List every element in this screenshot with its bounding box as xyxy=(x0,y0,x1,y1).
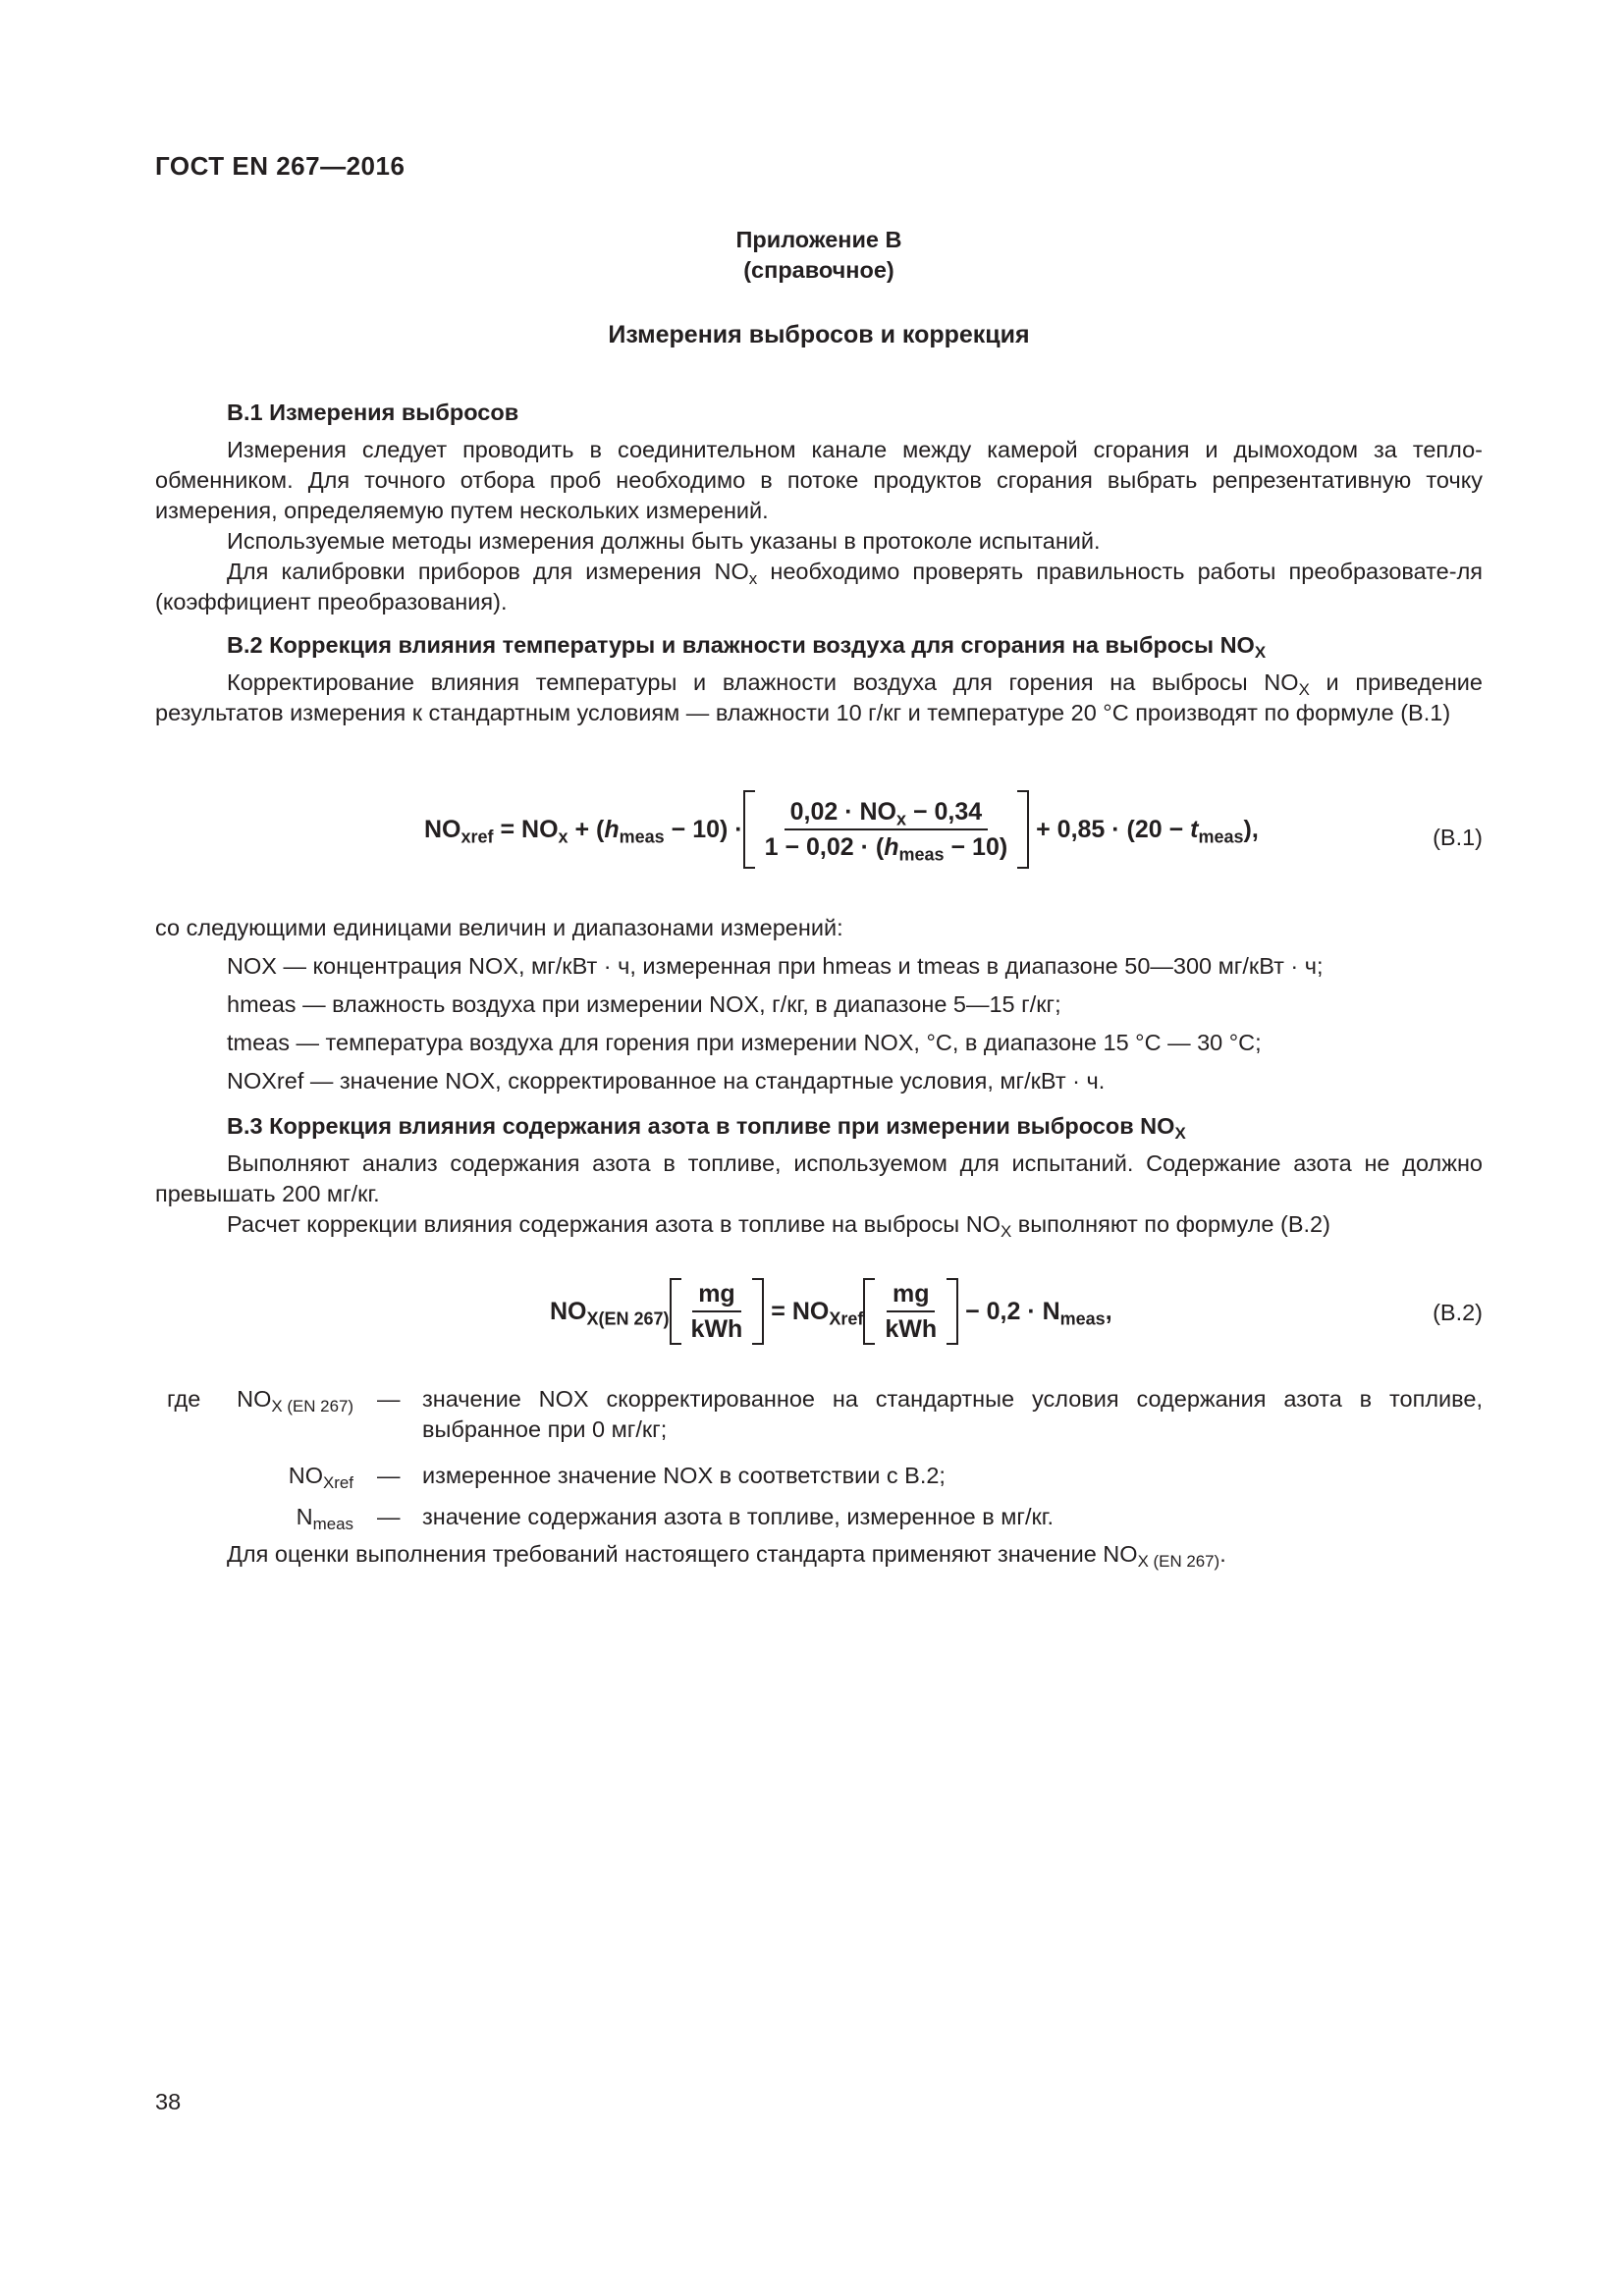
term-nox-en267: $NO_{X (EN 267)}$ xyxy=(237,1386,353,1416)
definition-hmeas: hmeas — влажность воздуха при измерении NOX, г/кг, в диапазоне 5—15 г/кг; xyxy=(227,991,1061,1017)
term-nmeas: $N_{meas}$ xyxy=(296,1504,353,1534)
annex-heading: Измерения выбросов и коррекция xyxy=(608,321,1030,348)
b2-paragraph-1: Корректирование влияния температуры и влажности воздуха для горения на выбросы $NO_X$ и приведение результатов измерения к стандартным условиям — влажности 10 г/кг и температуре 20 °C производят по формуле (B.1) xyxy=(155,669,1483,725)
dash: — xyxy=(377,1386,401,1412)
definition-noxref: NOXref — значение NOX, скорректированное на стандартные условия, мг/кВт · ч. xyxy=(227,1068,1106,1094)
definition-nox: NOX — концентрация NOX, мг/кВт · ч, измеренная при hmeas и tmeas в диапазоне 50—300 мг/кВт · ч; xyxy=(227,953,1324,979)
b1-paragraph-1: Измерения следует проводить в соединительном канале между камерой сгорания и дымоходом за тепло-обменником. Для точного отбора проб необходимо в потоке продуктов сгорания выбрать репрезентативную точку измерения, определяемую путем нескольких измерений. xyxy=(155,437,1483,523)
b1-paragraph-3: Для калибровки приборов для измерения $NO_x$ необходимо проверять правильность работы преобразовате-ля (коэффициент преобразования). xyxy=(155,559,1483,614)
equation-number-b2: (B.2) xyxy=(1433,1300,1483,1325)
desc-nox-en267: значение NOX скорректированное на стандартные условия содержания азота в топливе, выбранное при 0 мг/кг; xyxy=(422,1386,1483,1442)
b3-paragraph-1: Выполняют анализ содержания азота в топливе, используемом для испытаний. Содержание азота не должно превышать 200 мг/кг. xyxy=(155,1150,1483,1206)
annex-type: (справочное) xyxy=(743,257,894,283)
annex-title: Приложение B xyxy=(735,227,902,252)
desc-noxref: измеренное значение NOX в соответствии с B.2; xyxy=(422,1463,946,1488)
b3-paragraph-2: Расчет коррекции влияния содержания азота в топливе на выбросы $NO_X$ выполняют по формуле (B.2) xyxy=(227,1211,1330,1242)
page-number: 38 xyxy=(155,2089,182,2114)
where-label: где xyxy=(167,1386,201,1412)
formula-b2: $NO_{X(EN 267)}$ $\frac{mg}{\text{kWh}}$ = $NO_{Xref}$ $\frac{mg}{\text{kWh}}$ − $0,2 \cdot N_{meas}$, xyxy=(550,1280,1112,1343)
section-b2-heading: B.2 Коррекция влияния температуры и влажности воздуха для сгорания на выбросы $NO_X$ xyxy=(227,632,1267,663)
dash: — xyxy=(377,1463,401,1488)
section-b1-heading: B.1 Измерения выбросов xyxy=(227,400,519,425)
section-b3-heading: B.3 Коррекция влияния содержания азота в топливе при измерении выбросов $NO_X$ xyxy=(227,1113,1186,1144)
b1-paragraph-2: Используемые методы измерения должны быть указаны в протоколе испытаний. xyxy=(227,528,1101,554)
dash: — xyxy=(377,1504,401,1529)
definition-tmeas: tmeas — температура воздуха для горения при измерении NOX, °C, в диапазоне 15 °C — 30 °C; xyxy=(227,1030,1262,1055)
equation-number-b1: (B.1) xyxy=(1433,825,1483,850)
desc-nmeas: значение содержания азота в топливе, измеренное в мг/кг. xyxy=(422,1504,1055,1529)
term-noxref: $NO_{Xref}$ xyxy=(288,1463,353,1493)
formula-b1: $NO_{xref} = NO_x + (h_{meas} - 10)$ · $\frac{0,02 \cdot NO_x - 0,34}{1 - 0,02 \cdot (h_{meas} - 10)}$ + $0,85 \cdot (20 - t_{meas})$, xyxy=(424,785,1259,874)
units-intro: со следующими единицами величин и диапазонами измерений: xyxy=(155,915,843,940)
document-id: ГОСТ EN 267—2016 xyxy=(155,151,406,181)
final-paragraph: Для оценки выполнения требований настоящего стандарта применяют значение $NO_{X (EN 267)}$. xyxy=(227,1541,1226,1572)
